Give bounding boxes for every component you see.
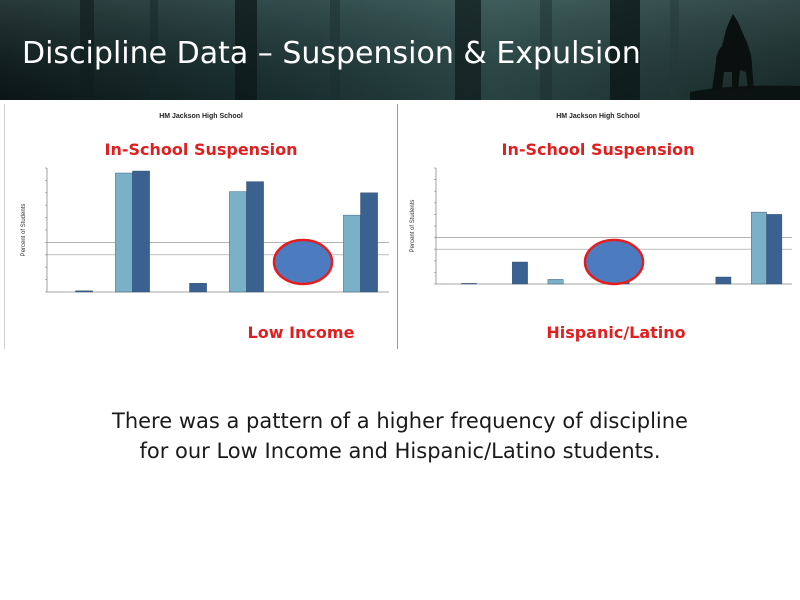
chart-bar-series-1 [133,171,150,292]
chart-bar-series-0 [229,192,246,292]
caption-line-2: for our Low Income and Hispanic/Latino students. [139,439,661,463]
chart-bar-series-0 [751,212,766,284]
chart-bar-series-1 [767,214,782,284]
chart-bar-series-1 [716,277,731,284]
slide-caption [0,406,800,466]
slide-header-banner [0,0,800,100]
chart-title: In-School Suspension [104,140,298,159]
chart-school-name: HM Jackson High School [159,113,243,120]
chart-bar-series-1 [76,291,93,292]
chart-bar-series-0 [548,279,563,284]
chart-bar-series-1 [512,262,527,284]
chart-school-name: HM Jackson High School [556,113,640,120]
chart-bar-series-1 [190,283,207,292]
chart-bar-series-1 [247,182,264,292]
chart-bar-series-1 [461,283,476,284]
y-axis-label: Percent of Students [21,203,27,257]
low-income-chart [5,104,397,349]
chart-panel-hispanic-latino [400,104,796,349]
chart-bar-series-1 [361,193,378,292]
chart-bar-series-0 [115,173,132,292]
hispanic-latino-chart [400,104,796,349]
chart-title: In-School Suspension [501,140,695,159]
chart-panel-low-income [4,104,398,349]
chart-callout-label: Hispanic/Latino [546,323,686,342]
chart-bar-series-0 [343,215,360,292]
caption-line-1: There was a pattern of a higher frequency of discipline [112,409,688,433]
chart-callout-label: Low Income [247,323,355,342]
y-axis-label: Percent of Students [410,199,416,253]
highlight-circle [585,240,643,284]
slide-title: Discipline Data – Suspension & Expulsion [22,36,641,71]
highlight-circle [274,240,332,284]
